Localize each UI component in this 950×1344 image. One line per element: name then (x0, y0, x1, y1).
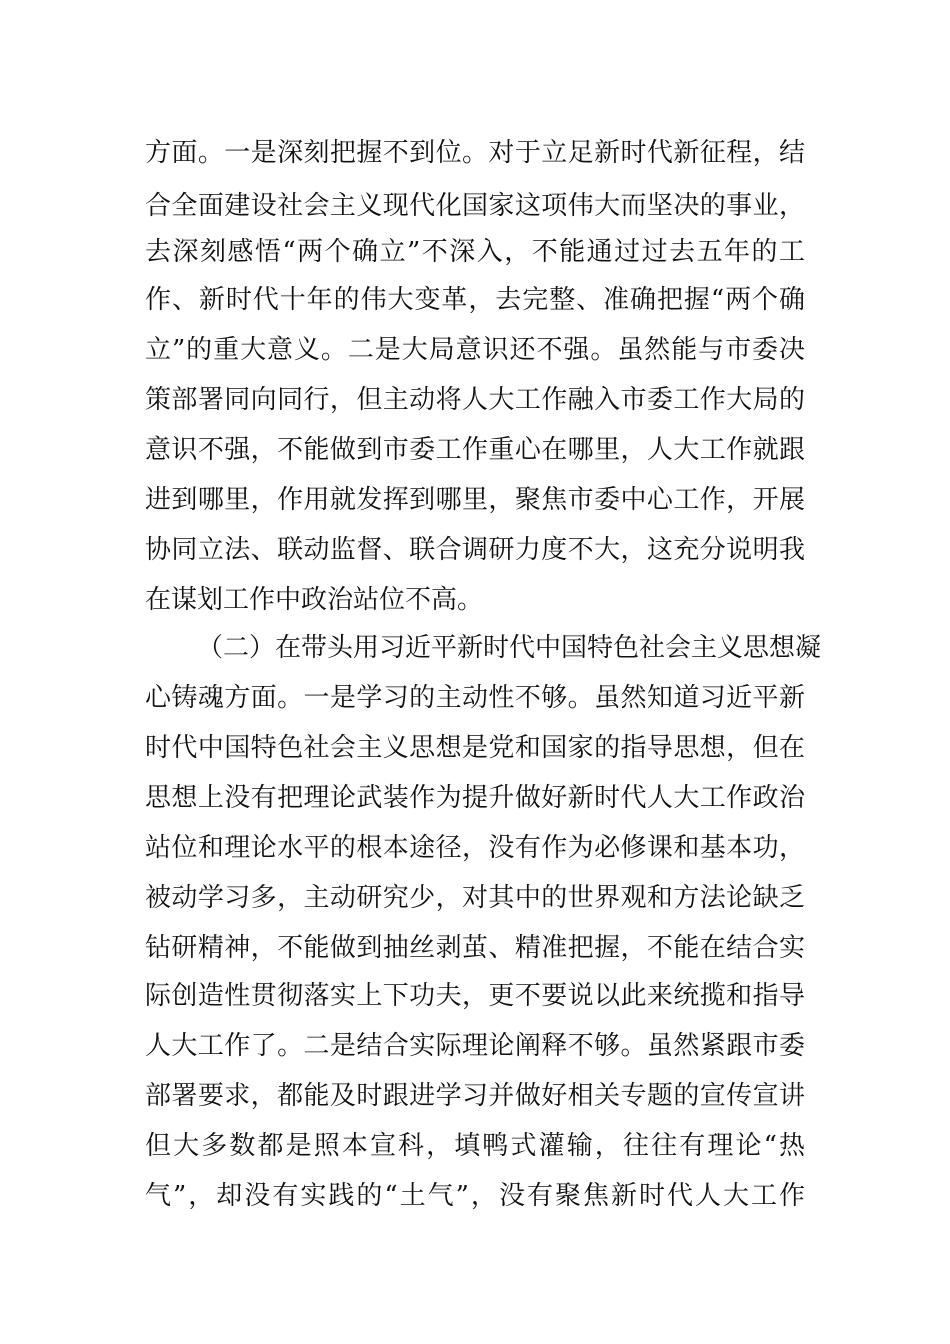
text-line: 进到哪里，作用就发挥到哪里，聚焦市委中心工作，开展 (145, 485, 805, 515)
text-line: 策部署同向同行，但主动将人大工作融入市委工作大局的 (145, 385, 805, 415)
text-line: 部署要求，都能及时跟进学习并做好相关专题的宣传宣讲 (145, 1081, 805, 1111)
section-heading-line: （二）在带头用习近平新时代中国特色社会主义思想凝 (197, 633, 822, 663)
text-line: 去深刻感悟“两个确立”不深入，不能通过过去五年的工 (145, 237, 805, 267)
text-line: 时代中国特色社会主义思想是党和国家的指导思想，但在 (145, 733, 805, 763)
text-line: 气”，却没有实践的“土气”，没有聚焦新时代人大工作 (145, 1181, 805, 1211)
text-line: 钻研精神，不能做到抽丝剥茧、精准把握，不能在结合实 (145, 933, 805, 963)
text-line: 作、新时代十年的伟大变革，去完整、准确把握“两个确 (145, 285, 805, 315)
text-line: 立”的重大意义。二是大局意识还不强。虽然能与市委决 (145, 335, 805, 365)
text-line: 思想上没有把理论武装作为提升做好新时代人大工作政治 (145, 783, 805, 813)
text-line: 站位和理论水平的根本途径，没有作为必修课和基本功， (145, 833, 805, 863)
text-line: 心铸魂方面。一是学习的主动性不够。虽然知道习近平新 (145, 683, 805, 713)
text-line: 意识不强，不能做到市委工作重心在哪里，人大工作就跟 (145, 435, 805, 465)
text-line: 合全面建设社会主义现代化国家这项伟大而坚决的事业， (145, 191, 805, 221)
text-line: 人大工作了。二是结合实际理论阐释不够。虽然紧跟市委 (145, 1031, 805, 1061)
text-line: 被动学习多，主动研究少，对其中的世界观和方法论缺乏 (145, 883, 805, 913)
text-line: 际创造性贯彻落实上下功夫，更不要说以此来统揽和指导 (145, 981, 805, 1011)
text-line: 但大多数都是照本宣科，填鸭式灌输，往往有理论“热 (145, 1131, 805, 1161)
text-line: 协同立法、联动监督、联合调研力度不大，这充分说明我 (145, 535, 805, 565)
text-line: 在谋划工作中政治站位不高。 (145, 585, 484, 615)
text-line: 方面。一是深刻把握不到位。对于立足新时代新征程，结 (145, 138, 805, 168)
